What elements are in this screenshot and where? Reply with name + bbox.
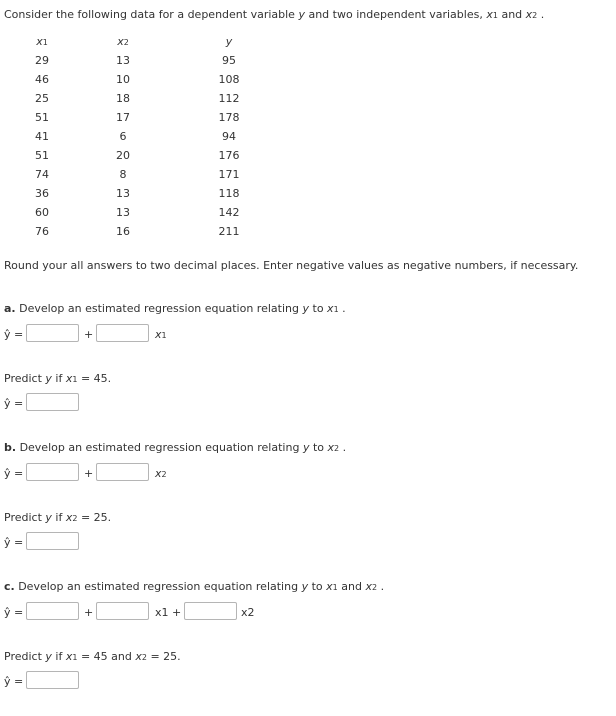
part-a-var-y: y — [302, 302, 309, 315]
table-row — [14, 89, 282, 108]
intro-part: and — [501, 8, 523, 21]
part-b-predict-text: Predict — [4, 511, 42, 524]
part-b-yhat-label: ŷ = — [4, 467, 24, 480]
cell-x2: 6 — [119, 130, 127, 143]
cell-x1: 25 — [35, 92, 49, 105]
cell-x2: 10 — [116, 73, 130, 86]
part-c-predict-y: y — [45, 650, 52, 663]
cell-x1: 51 — [35, 149, 49, 162]
part-c-predict-prompt — [4, 650, 181, 663]
part-a-slope-input[interactable] — [96, 324, 149, 342]
part-c-and: and — [341, 580, 362, 593]
part-b-predict-sub: 2 — [72, 514, 78, 523]
part-c-plus: + — [84, 606, 94, 619]
part-c-var-x1: x — [326, 580, 333, 593]
part-c-text: Develop an estimated regression equation relating — [18, 580, 299, 593]
part-c-prompt — [4, 580, 384, 593]
col-header-x1: x1 — [36, 34, 48, 48]
cell-x2: 16 — [116, 225, 130, 238]
part-b-predict-x: x — [65, 511, 73, 524]
part-c-sub-1: 1 — [332, 583, 338, 592]
table-row — [14, 184, 282, 203]
part-b-predict-prompt — [4, 511, 111, 524]
part-c-predict-mid: = 45 and — [80, 650, 132, 663]
table-row — [14, 127, 282, 146]
cell-x1: 51 — [35, 111, 49, 124]
table-header-row — [14, 31, 282, 51]
part-b-text: Develop an estimated regression equation relating — [19, 441, 300, 454]
cell-x1: 36 — [35, 187, 49, 200]
part-b-to: to — [312, 441, 324, 454]
intro-sub-2: 2 — [532, 11, 538, 20]
cell-x2: 18 — [116, 92, 130, 105]
part-a-intercept-input[interactable] — [26, 324, 79, 342]
part-a-predict-x: x — [65, 372, 73, 385]
part-c-sub-2: 2 — [371, 583, 378, 592]
cell-x1: 74 — [35, 168, 49, 181]
intro-var-x1: x — [486, 8, 493, 21]
part-b-slope-input[interactable] — [96, 463, 149, 481]
part-c-term-x1: x1 + — [155, 606, 182, 619]
part-c-predict-input[interactable] — [26, 671, 79, 689]
part-c-predict-sub-2: 2 — [141, 653, 147, 662]
cell-y: 171 — [218, 168, 240, 181]
part-a-sub: 1 — [333, 305, 339, 314]
part-b-label: b. — [4, 441, 17, 454]
cell-y: 94 — [222, 130, 236, 143]
part-b-predict-y: y — [45, 511, 52, 524]
part-c-predict-val: = 25. — [150, 650, 181, 663]
intro-part: and two independent variables, — [308, 8, 483, 21]
cell-y: 112 — [218, 92, 240, 105]
part-c-predict-if: if — [55, 650, 63, 663]
cell-x2: 13 — [116, 206, 130, 219]
cell-x2: 13 — [116, 54, 130, 67]
cell-x2: 17 — [116, 111, 130, 124]
intro-part: Consider the following data for a dependent variable — [4, 8, 295, 21]
part-c-predict-yhat-label: ŷ = — [4, 675, 24, 688]
part-a-predict-text: Predict — [4, 372, 42, 385]
part-a-predict-prompt — [4, 372, 111, 385]
part-a-prompt — [4, 302, 346, 315]
part-b-sub: 2 — [334, 444, 340, 453]
part-a-yhat-label: ŷ = — [4, 328, 24, 341]
cell-x2: 20 — [116, 149, 130, 162]
part-b-var-y: y — [302, 441, 310, 454]
part-c-yhat-label: ŷ = — [4, 606, 24, 619]
table-row — [14, 203, 282, 222]
cell-x1: 41 — [35, 130, 49, 143]
part-a-plus: + — [84, 328, 94, 341]
part-c-predict-sub-1: 1 — [72, 653, 78, 662]
intro-text — [4, 8, 544, 21]
col-header-y: y — [225, 34, 233, 48]
cell-y: 211 — [218, 225, 240, 238]
table-row — [14, 222, 282, 241]
part-a-to: to — [312, 302, 324, 315]
cell-x2: 8 — [119, 168, 127, 181]
part-c-label: c. — [4, 580, 15, 593]
part-c-b2-input[interactable] — [184, 602, 237, 620]
table-row — [14, 70, 282, 89]
part-b-end: . — [342, 441, 347, 454]
intro-var-y: y — [298, 8, 305, 21]
part-b-var-x: x — [327, 441, 335, 454]
part-c-term-x2: x2 — [241, 606, 255, 619]
part-c-var-y: y — [301, 580, 309, 593]
part-c-intercept-input[interactable] — [26, 602, 79, 620]
intro-part: . — [540, 8, 545, 21]
part-b-predict-yhat-label: ŷ = — [4, 536, 24, 549]
part-a-term-x1: x1 — [155, 328, 167, 341]
part-b-predict-if: if — [55, 511, 63, 524]
part-c-to: to — [311, 580, 323, 593]
table-row — [14, 108, 282, 127]
part-c-predict-text: Predict — [4, 650, 42, 663]
cell-x2: 13 — [116, 187, 130, 200]
instructions: Round your all answers to two decimal places. Enter negative values as negative numbers, if necessary. — [4, 259, 579, 272]
intro-var-x2: x — [525, 8, 533, 21]
part-b-intercept-input[interactable] — [26, 463, 79, 481]
cell-y: 118 — [218, 187, 240, 200]
table-row — [14, 165, 282, 184]
part-b-predict-val: = 25. — [80, 511, 112, 524]
part-a-predict-val: = 45. — [80, 372, 112, 385]
part-b-term-x2: x2 — [155, 467, 167, 480]
part-c-end: . — [380, 580, 385, 593]
part-a-predict-yhat-label: ŷ = — [4, 397, 24, 410]
part-a-end: . — [342, 302, 346, 315]
table-row — [14, 51, 282, 70]
part-c-b1-input[interactable] — [96, 602, 149, 620]
part-c-predict-x1: x — [65, 650, 73, 663]
cell-y: 176 — [218, 149, 240, 162]
data-table — [14, 31, 282, 241]
intro-sub-1: 1 — [492, 11, 498, 20]
part-b-predict-input[interactable] — [26, 532, 79, 550]
part-a-label: a. — [4, 302, 16, 315]
cell-y: 108 — [218, 73, 240, 86]
part-a-predict-if: if — [55, 372, 63, 385]
cell-x1: 76 — [35, 225, 49, 238]
cell-y: 142 — [218, 206, 240, 219]
part-c-predict-x2: x — [135, 650, 142, 663]
part-a-predict-sub: 1 — [72, 375, 78, 384]
cell-x1: 60 — [35, 206, 49, 219]
part-b-plus: + — [84, 467, 94, 480]
cell-x1: 46 — [35, 73, 49, 86]
part-a-var-x: x — [327, 302, 334, 315]
part-b-prompt — [4, 441, 346, 454]
cell-x1: 29 — [35, 54, 49, 67]
part-a-text: Develop an estimated regression equation relating — [19, 302, 299, 315]
part-a-predict-input[interactable] — [26, 393, 79, 411]
part-c-var-x2: x — [365, 580, 372, 593]
table-row — [14, 146, 282, 165]
cell-y: 95 — [222, 54, 236, 67]
col-header-x2: x2 — [117, 34, 129, 48]
part-a-predict-y: y — [45, 372, 52, 385]
cell-y: 178 — [218, 111, 240, 124]
